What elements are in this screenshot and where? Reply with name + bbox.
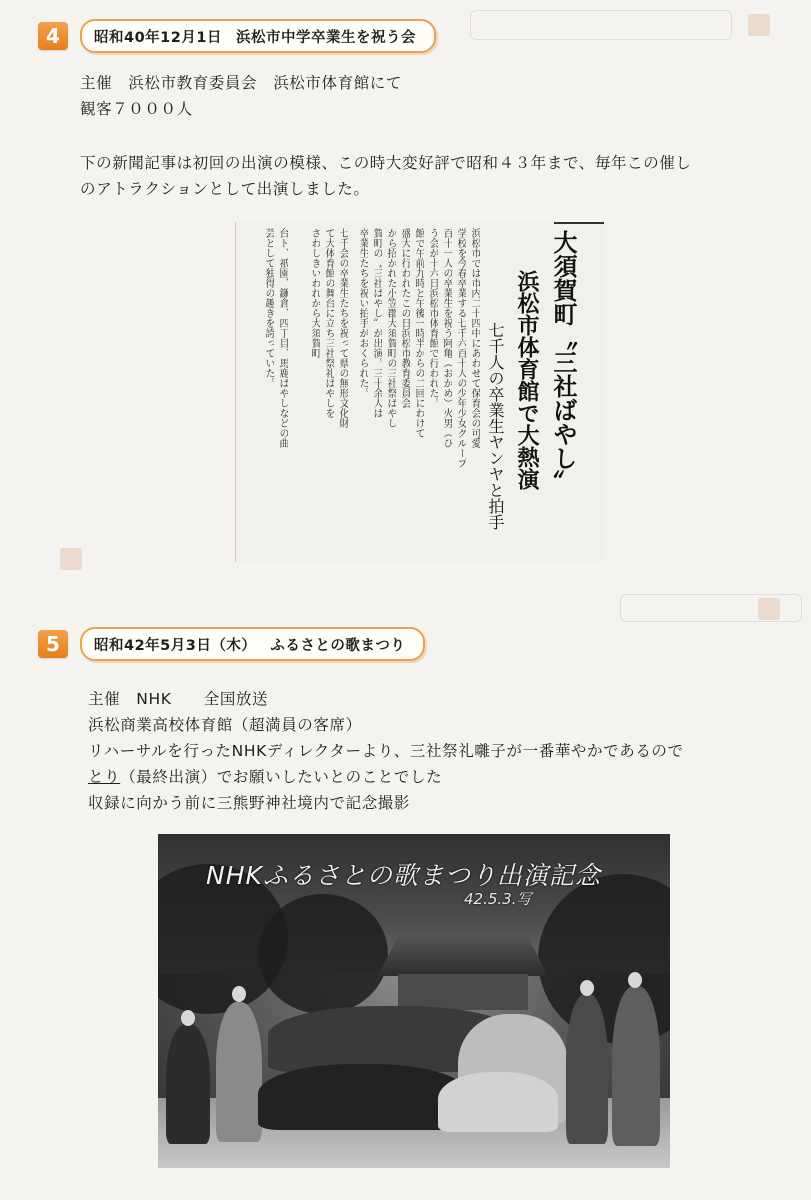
section-number-badge: 4 — [38, 22, 68, 50]
photo-person — [566, 994, 608, 1144]
section-title-box — [80, 627, 425, 661]
organizer-line: 主催 浜松市教育委員会 浜松市体育館にて — [80, 74, 403, 92]
photo-person-head — [580, 980, 594, 996]
clipping-column: 浜松市では市内二十四中にあわせて保育会の可愛 — [469, 228, 480, 448]
clipping-column: て大体育館の舞台に立ち三社祭礼ばやしを — [323, 228, 334, 418]
underlined-word: とり — [88, 768, 121, 786]
photo-person-head — [232, 986, 246, 1002]
section-title: 浜松市中学卒業生を祝う会 — [235, 29, 416, 46]
photo-caption-date: 42.5.3.写 — [464, 890, 532, 908]
organizer-line: 主催 NHK 全国放送 — [88, 690, 269, 708]
final-act-text: （最終出演）でお願いしたいとのことでした — [120, 768, 443, 786]
ghost-header-box — [470, 10, 732, 40]
photo-caption: NHKふるさとの歌まつり出演記念 — [206, 861, 601, 890]
clipping-column: 七千会の卒業生たちを祝って県の無形文化財 — [337, 228, 348, 428]
photo-shrine-roof — [378, 936, 548, 976]
photo-person-head — [628, 972, 642, 988]
section-title: ふるさとの歌まつり — [270, 637, 406, 654]
section-4-paragraph — [80, 150, 692, 202]
newspaper-clipping — [235, 222, 604, 562]
clipping-column: から招かれた小笠郡大須賀町の三社祭ばやし — [385, 228, 396, 428]
clipping-rule — [554, 222, 604, 224]
photo-person — [216, 1002, 262, 1142]
photo-person — [258, 1064, 468, 1130]
clipping-subheadline: 浜松市体育館で大熱演 — [514, 270, 540, 490]
photo-person-head — [181, 1010, 195, 1026]
paragraph-line: 下の新聞記事は初回の出演の模様、この時大変好評で昭和４３年まで、毎年この催し — [80, 154, 692, 172]
group-photo — [158, 834, 670, 1168]
ghost-number-block — [758, 598, 780, 620]
clipping-small-headline: 七千人の卒業生ヤンヤと拍手 — [486, 322, 505, 530]
section-date: 昭和42年5月3日（木） — [94, 637, 257, 654]
clipping-column: 卒業生たちを祝い拍手がおくられた。 — [357, 228, 368, 398]
venue-line: 浜松商業高校体育館（超満員の客席） — [88, 716, 362, 734]
photo-note-line: 収録に向かう前に三熊野神社境内で記念撮影 — [88, 794, 411, 812]
section-title-box — [80, 19, 436, 53]
clipping-column: う会が十六日浜松市体育館で行われた。 — [427, 228, 438, 408]
section-4-header — [38, 19, 436, 53]
paragraph-line: のアトラクションとして出演しました。 — [80, 180, 370, 198]
director-line: リハーサルを行ったNHKディレクターより、三社祭礼囃子が一番華やかであるので — [88, 742, 684, 760]
ghost-number-block — [60, 548, 82, 570]
clipping-column: 館で午前九時と午後一時半からの二回にわけて — [413, 228, 424, 438]
photo-tree — [258, 894, 388, 1014]
clipping-column: 賀町の〝三社ばやし〟が出演。三十余人は — [371, 228, 382, 418]
section-5-header — [38, 627, 425, 661]
section-number-badge: 5 — [38, 630, 68, 658]
section-date: 昭和40年12月1日 — [94, 29, 222, 46]
photo-person — [612, 986, 660, 1146]
section-4-details — [80, 70, 402, 122]
clipping-headline: 大須賀町〝三社ばやし〟 — [549, 230, 578, 494]
clipping-column: 芸として独得の趣きを誇っていた。 — [263, 228, 274, 388]
photo-shrine — [398, 974, 528, 1010]
photo-person — [438, 1072, 558, 1132]
clipping-column: さわしきいわれから大須賀町 — [309, 228, 320, 358]
audience-line: 観客７０００人 — [80, 100, 193, 118]
clipping-column: 盛大に行われたこの日浜松市教育委員会 — [399, 228, 410, 408]
ghost-number-block — [748, 14, 770, 36]
section-5-details — [88, 686, 684, 816]
photo-person — [166, 1024, 210, 1144]
clipping-column: 台ト、祇園、鎌倉、四丁目、馬鹿ばやしなどの曲 — [277, 228, 288, 448]
clipping-column: 百十一人の卒業生を祝う阿亀（おかめ）火男（ひ — [441, 228, 452, 448]
clipping-column: 学校を今春卒業する七千六百十人の少年少女グループ — [455, 228, 466, 468]
final-act-line — [88, 764, 684, 790]
